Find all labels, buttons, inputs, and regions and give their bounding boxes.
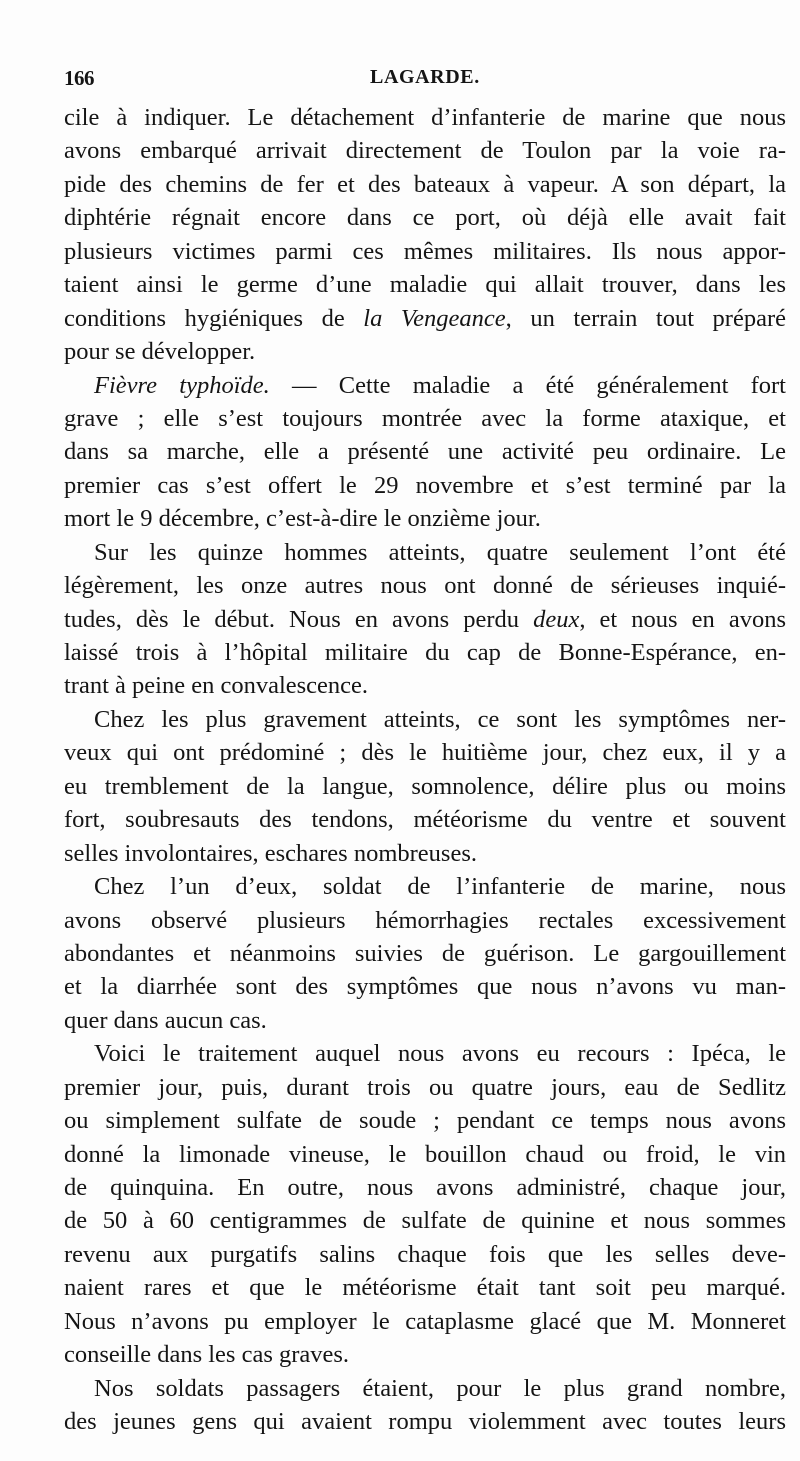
text-segment: conseille dans les cas graves. <box>64 1341 350 1369</box>
text-segment: mort le 9 décembre, c’est-à-dire le onzième jour. <box>64 505 541 533</box>
text-line <box>64 369 786 402</box>
text-line <box>64 1338 786 1371</box>
text-line <box>64 1171 786 1204</box>
text-segment: revenu aux purgatifs salins chaque fois que les selles deve- <box>64 1240 786 1268</box>
running-head: LAGARDE. <box>370 66 480 88</box>
text-line <box>64 134 786 167</box>
text-line <box>64 1104 786 1137</box>
text-segment: , et nous en avons <box>579 605 786 633</box>
text-segment: taient ainsi le germe d’une maladie qui allait trouver, dans les <box>64 271 786 299</box>
text-line <box>64 302 786 335</box>
text-segment: selles involontaires, eschares nombreuses. <box>64 839 477 867</box>
text-segment: légèrement, les onze autres nous ont donné de sérieuses inquié- <box>64 572 786 600</box>
italic-text: la Vengeance <box>363 304 506 332</box>
text-segment: pour se développer. <box>64 338 256 366</box>
text-segment: de 50 à 60 centigrammes de sulfate de quinine et nous sommes <box>64 1207 786 1235</box>
text-segment: — Cette maladie a été généralement fort <box>269 371 786 399</box>
text-line <box>64 1305 786 1338</box>
text-line <box>64 636 786 669</box>
text-line <box>64 803 786 836</box>
text-line <box>64 268 786 301</box>
text-segment: trant à peine en convalescence. <box>64 672 369 700</box>
text-line <box>64 502 786 535</box>
text-segment: conditions hygiéniques de <box>64 304 364 332</box>
text-line <box>64 335 786 368</box>
text-line <box>64 1037 786 1070</box>
text-line <box>64 168 786 201</box>
text-line <box>64 970 786 1003</box>
text-segment: Chez l’un d’eux, soldat de l’infanterie de marine, nous <box>94 873 786 901</box>
text-segment: de quinquina. En outre, nous avons administré, chaque jour, <box>64 1174 786 1201</box>
text-line <box>64 837 786 870</box>
text-segment: tudes, dès le début. Nous en avons perdu <box>64 605 534 633</box>
text-segment: grave ; elle s’est toujours montrée avec la forme ataxique, et <box>64 404 786 432</box>
text-segment: cile à indiquer. Le détachement d’infanterie de marine que nous <box>64 104 786 131</box>
text-line <box>64 1238 786 1271</box>
text-line <box>64 201 786 234</box>
text-segment: avons observé plusieurs hémorrhagies rectales excessivement <box>64 906 786 934</box>
text-segment: Nos soldats passagers étaient, pour le plus grand nombre, <box>94 1374 786 1402</box>
text-segment: veux qui ont prédominé ; dès le huitième jour, chez eux, il y a <box>64 739 786 767</box>
text-segment: Voici le traitement auquel nous avons eu recours : Ipéca, le <box>94 1040 786 1068</box>
text-segment: , un terrain tout préparé <box>505 304 786 332</box>
page-header <box>64 66 784 92</box>
text-segment: et la diarrhée sont des symptômes que nous n’avons vu man- <box>64 973 786 1001</box>
italic-text: Fièvre typhoïde. <box>94 371 270 399</box>
text-segment: des jeunes gens qui avaient rompu violemment avec toutes leurs <box>64 1408 786 1436</box>
body-text <box>64 101 786 1439</box>
text-segment: laissé trois à l’hôpital militaire du cap de Bonne-Espérance, en- <box>64 639 786 666</box>
text-segment: quer dans aucun cas. <box>64 1006 267 1034</box>
text-segment: dans sa marche, elle a présenté une activité peu ordinaire. Le <box>64 438 786 466</box>
text-line <box>64 703 786 736</box>
text-segment: Nous n’avons pu employer le cataplasme glacé que M. Monneret <box>64 1307 786 1335</box>
text-segment: Chez les plus gravement atteints, ce sont les symptômes ner- <box>94 705 786 733</box>
text-line <box>64 435 786 468</box>
text-line <box>64 1138 786 1171</box>
text-line <box>64 235 786 268</box>
text-line <box>64 569 786 602</box>
text-line <box>64 1372 786 1405</box>
text-segment: premier jour, puis, durant trois ou quatre jours, eau de Sedlitz <box>64 1073 786 1101</box>
text-segment: eu tremblement de la langue, somnolence, délire plus ou moins <box>64 772 786 800</box>
text-line <box>64 603 786 636</box>
text-line <box>64 669 786 702</box>
text-line <box>64 536 786 569</box>
text-line <box>64 469 786 502</box>
text-line <box>64 1004 786 1037</box>
text-line <box>64 770 786 803</box>
text-line <box>64 1405 786 1438</box>
text-line <box>64 1271 786 1304</box>
text-segment: plusieurs victimes parmi ces mêmes militaires. Ils nous appor- <box>64 237 786 265</box>
text-line <box>64 1204 786 1237</box>
text-segment: premier cas s’est offert le 29 novembre et s’est terminé par la <box>64 471 786 499</box>
text-segment: fort, soubresauts des tendons, météorisme du ventre et souvent <box>64 806 786 834</box>
text-line <box>64 870 786 903</box>
text-line <box>64 904 786 937</box>
text-segment: pide des chemins de fer et des bateaux à vapeur. A son départ, la <box>64 170 786 198</box>
italic-text: deux <box>533 605 580 633</box>
page-number: 166 <box>64 66 94 90</box>
text-segment: ou simplement sulfate de soude ; pendant ce temps nous avons <box>64 1107 786 1135</box>
text-segment: abondantes et néanmoins suivies de guérison. Le gargouillement <box>64 939 786 967</box>
text-line <box>64 101 786 134</box>
text-line <box>64 736 786 769</box>
text-segment: Sur les quinze hommes atteints, quatre seulement l’ont été <box>94 538 786 566</box>
text-segment: naient rares et que le météorisme était tant soit peu marqué. <box>64 1274 786 1302</box>
text-segment: diphtérie régnait encore dans ce port, où déjà elle avait fait <box>64 204 786 232</box>
text-line <box>64 402 786 435</box>
text-segment: avons embarqué arrivait directement de Toulon par la voie ra- <box>64 137 786 165</box>
text-line <box>64 937 786 970</box>
text-line <box>64 1071 786 1104</box>
text-segment: donné la limonade vineuse, le bouillon chaud ou froid, le vin <box>64 1140 786 1168</box>
